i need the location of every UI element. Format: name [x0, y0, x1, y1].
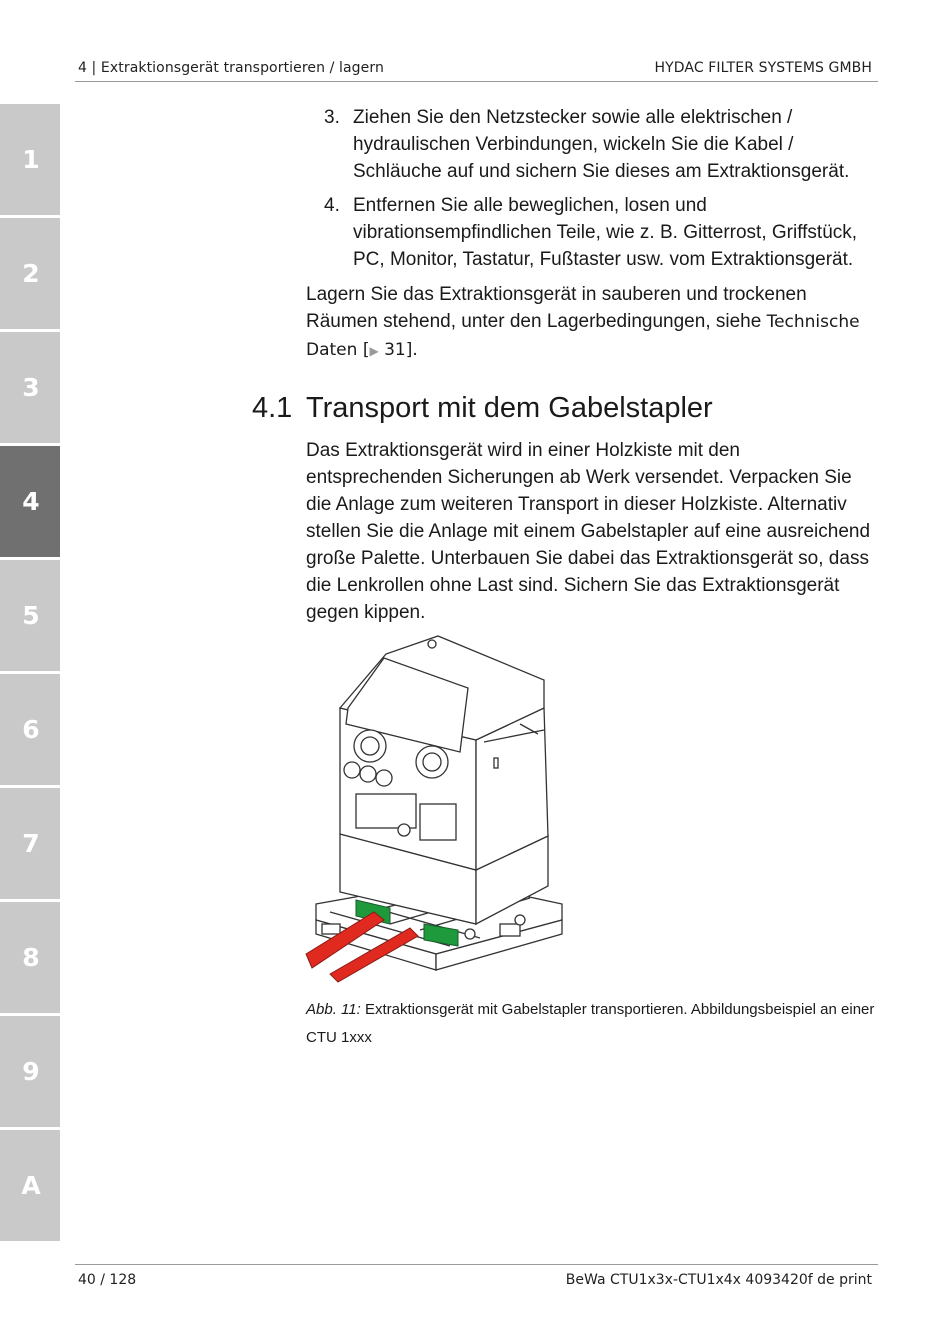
chapter-tab-label: 6 [22, 715, 40, 744]
caption-label: Abb. 11: [306, 1001, 361, 1018]
reference-page: 31 [384, 340, 406, 360]
reference-label: Technische Daten [306, 312, 860, 360]
chapter-tab-label: 1 [22, 145, 40, 174]
header-company: HYDAC FILTER SYSTEMS GMBH [654, 60, 872, 76]
chapter-tab-8[interactable] [0, 902, 60, 1013]
header-rule [75, 81, 878, 82]
chapter-tab-a[interactable] [0, 1130, 60, 1241]
chapter-tab-1[interactable] [0, 104, 60, 215]
section-number: 4.1 [252, 392, 293, 424]
transport-paragraph: Das Extraktionsgerät wird in einer Holzkiste mit den entsprechenden Sicherungen ab Werk versendet. Verpacken Sie die Anlage zum weiteren Transport in dieser Holzkiste. Alternativ stellen Sie die Anlage mit einem Gabelstapler auf eine ausreichend große Palette. Unterbauen Sie dabei das Extraktionsgerät so, dass die Lenkrollen ohne Last sind. Sichern Sie das Extraktionsgerät gegen kippen. [306, 440, 871, 623]
chapter-tab-2[interactable] [0, 218, 60, 329]
document-id: BeWa CTU1x3x-CTU1x4x 4093420f de print [565, 1272, 872, 1288]
page-number: 40 / 128 [78, 1272, 137, 1288]
chapter-tab-3[interactable] [0, 332, 60, 443]
storage-paragraph: Lagern Sie das Extraktionsgerät in sauberen und trockenen Räumen stehend, unter den Lagerbedingungen, siehe Technische Daten [▶ 31]. [306, 284, 860, 360]
storage-text: Lagern Sie das Extraktionsgerät in sauberen und trockenen Räumen stehend, unter den Lagerbedingungen, siehe [306, 284, 807, 332]
cross-reference-link[interactable]: Technische Daten [▶ 31] [306, 312, 860, 360]
chapter-tab-4[interactable] [0, 446, 60, 557]
extraction-unit [340, 636, 548, 939]
step-text: Ziehen Sie den Netzstecker sowie alle elektrischen / hydraulischen Verbindungen, wickeln Sie die Kabel / Schläuche auf und sichern Sie dieses am Extraktionsgerät. [353, 107, 850, 182]
chapter-tab-label: 9 [22, 1057, 40, 1086]
section-title: Transport mit dem Gabelstapler [306, 392, 713, 424]
step-text: Entfernen Sie alle beweglichen, losen und vibrationsempfindlichen Teile, wie z. B. Gitterrost, Griffstück, PC, Monitor, Tastatur, Fußtaster usw. vom Extraktionsgerät. [353, 195, 858, 270]
header-chapter-title: 4 | Extraktionsgerät transportieren / lagern [78, 60, 384, 76]
chapter-tab-9[interactable] [0, 1016, 60, 1127]
caption-text: Extraktionsgerät mit Gabelstapler transportieren. Abbildungsbeispiel an einer CTU 1xxx [306, 1001, 875, 1046]
chapter-tabs [0, 104, 60, 1244]
chapter-tab-label: 8 [22, 943, 40, 972]
chapter-tab-label: 4 [22, 487, 40, 516]
chapter-tab-label: A [21, 1171, 41, 1200]
figure-caption [306, 996, 876, 1052]
chapter-tab-5[interactable] [0, 560, 60, 671]
forklift-transport-illustration [300, 624, 580, 984]
chapter-tab-label: 5 [22, 601, 40, 630]
section-heading [252, 392, 713, 425]
step-number: 4. [324, 195, 340, 216]
footer-rule [75, 1264, 878, 1265]
arrow-right-icon: ▶ [369, 344, 379, 358]
chapter-tab-label: 2 [22, 259, 40, 288]
chapter-tab-label: 7 [22, 829, 40, 858]
chapter-tab-7[interactable] [0, 788, 60, 899]
step-number: 3. [324, 107, 340, 128]
chapter-tab-label: 3 [22, 373, 40, 402]
chapter-tab-6[interactable] [0, 674, 60, 785]
